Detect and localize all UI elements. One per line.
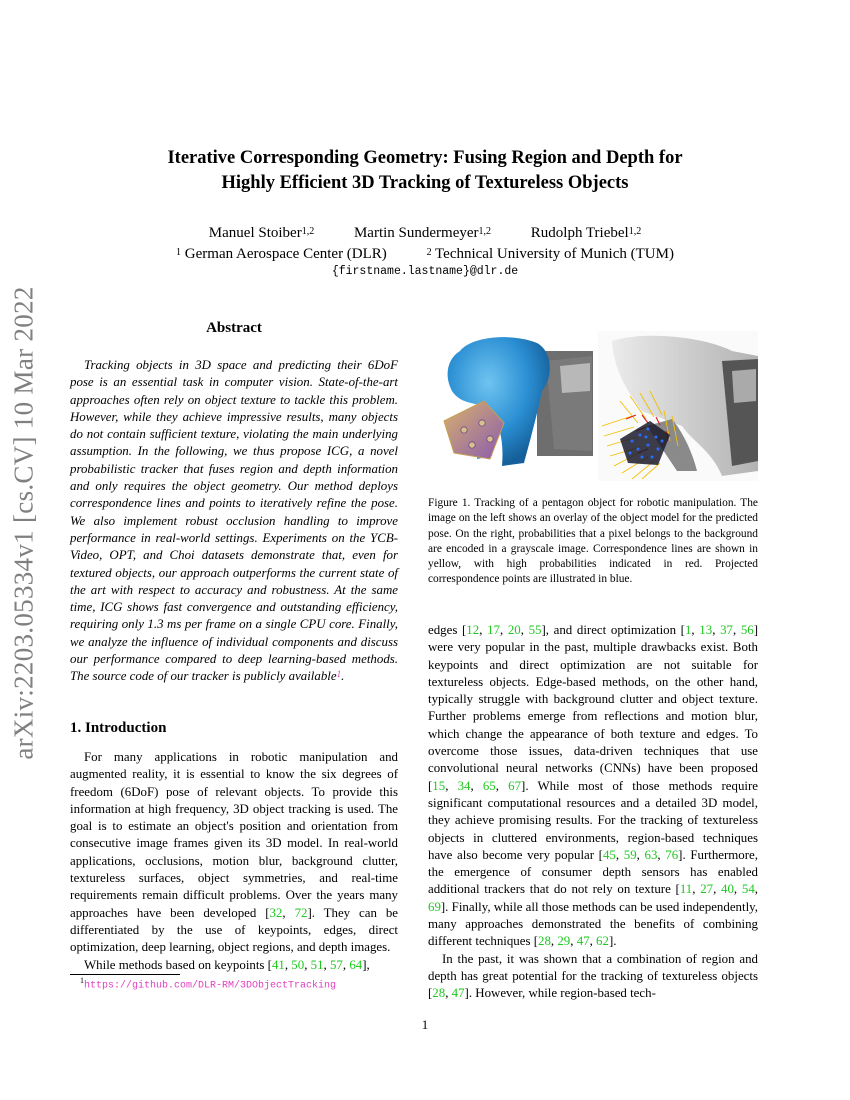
citation[interactable]: 37	[720, 623, 733, 637]
citation[interactable]: 45	[602, 847, 616, 862]
right-column-body: edges [12, 17, 20, 55], and direct optimization [1, 13, 37, 56] were very popular in the past, multiple drawbacks exist. Both keypoints and direct optimization are not suitable for textureless objects. Edge-based methods, on the other hand, typically struggle with background clutter and object texture. Further problems emerge from reflections and motion blur, which change the appearance of both texture and edges. To overcome those issues, data-driven techniques that use convolutional neural networks (CNNs) have been proposed [15, 34, 65, 67]. While most of those methods require significant computational resources and a detailed 3D model, they achieve promising results. For the tracking of textureless objects in cluttered environments, region-based techniques have also become very popular [45, 59, 63, 76]. Furthermore, the emergence of consumer depth sensors has enabled additional trackers that do not rely on texture [11, 27, 40, 54, 69]. Finally, while all those methods can be used independently, many approaches demonstrated the benefits of combining different techniques [28, 29, 47, 62]. In the past, it was shown that a combination of region and depth has great potential for the tracking of textureless objects [28, 47]. However, while region-based tech-	[428, 623, 759, 1001]
left-panel-overlay	[442, 331, 593, 481]
figure-1-image	[442, 331, 758, 481]
citation[interactable]: 57	[329, 957, 343, 972]
citation[interactable]: 67	[508, 778, 522, 793]
citation[interactable]: 76	[665, 847, 679, 862]
citation[interactable]: 51	[310, 957, 324, 972]
citation[interactable]: 17	[487, 623, 500, 637]
section-heading: 1. Introduction	[70, 720, 167, 736]
citation[interactable]: 32	[269, 905, 283, 920]
citation[interactable]: 59	[623, 847, 637, 862]
footnote-rule	[70, 974, 180, 975]
citation[interactable]: 69	[428, 899, 441, 914]
arxiv-stamp: arXiv:2203.05334v1 [cs.CV] 10 Mar 2022	[8, 286, 39, 760]
author-name: Martin Sundermeyer$^{1,2}$	[353, 225, 492, 241]
citation[interactable]: 47	[451, 986, 465, 1001]
citation[interactable]: 63	[644, 847, 658, 862]
footnote[interactable]: $^1$https://github.com/DLR-RM/3DObjectTracking	[80, 976, 337, 992]
author-name: Manuel Stoiber$^{1,2}$	[208, 225, 315, 241]
right-panel-probabilities	[598, 331, 758, 481]
citation[interactable]: 28	[538, 934, 551, 949]
affiliation: $^1$ German Aerospace Center (DLR)	[176, 246, 387, 262]
citation[interactable]: 11	[679, 882, 693, 897]
citation[interactable]: 56	[740, 623, 754, 637]
citation[interactable]: 34	[457, 778, 471, 793]
citation[interactable]: 29	[557, 934, 571, 949]
citation[interactable]: 12	[466, 623, 480, 637]
abstract-body: Tracking objects in 3D space and predicting their 6DoF pose is an essential task in computer vision. State-of-the-art approaches often rely on object texture to tackle this problem. However, while they achieve impressive results, many objects do not contain sufficient texture, violating the main underlying assumption. In the following, we thus propose ICG, a novel probabilistic tracker that fuses region and depth information and only requires the object geometry. Our method deploys correspondence lines and points to iteratively refine the pose. We also implement robust occlusion handling to improve performance in real-world settings. Experiments on the YCB-Video, OPT, and Choi datasets demonstrate that, even for textured objects, our approach outperforms the current state of the art with respect to accuracy and robustness. At the same time, ICG shows fast convergence and outstanding efficiency, requiring only 1.3 ms per frame on a single CPU core. Finally, we analyze the influence of individual components and discuss our performance compared to deep learning-based methods. The source code of our tracker is publicly available$^1$.	[70, 358, 398, 684]
citation[interactable]: 62	[596, 934, 609, 949]
citation[interactable]: 50	[291, 957, 305, 972]
author-email[interactable]: {firstname.lastname}@dlr.de	[331, 265, 519, 278]
paper-title: Iterative Corresponding Geometry: Fusing Region and Depth for Highly Efficient 3D Tracking of Textureless Objects	[167, 148, 683, 193]
citation[interactable]: 13	[699, 623, 713, 637]
citation[interactable]: 20	[507, 623, 521, 637]
citation[interactable]: 41	[271, 957, 285, 972]
page-number: 1	[421, 1017, 429, 1032]
citation[interactable]: 72	[294, 905, 308, 920]
citation[interactable]: 1	[684, 623, 692, 637]
citation[interactable]: 55	[528, 623, 542, 637]
figure-1-caption: Figure 1. Tracking of a pentagon object for robotic manipulation. The image on the left shows an overlay of the object model for the predicted pose. On the right, probabilities that a pixel belongs to the background are encoded in a grayscale image. Correspondence lines are shown in yellow, with high probabilities indicated in red. Projected correspondence points are illustrated in blue.	[428, 497, 758, 586]
citation[interactable]: 64	[349, 957, 363, 972]
citation[interactable]: 47	[576, 934, 590, 949]
affiliation: $^2$ Technical University of Munich (TUM)	[426, 246, 674, 262]
citation[interactable]: 54	[741, 882, 755, 897]
footnote-ref[interactable]: 1	[336, 669, 342, 680]
citation[interactable]: 28	[432, 986, 446, 1001]
intro-body: For many applications in robotic manipulation and augmented reality, it is essential to know the six degrees of freedom (6DoF) pose of relevant objects. To provide this information at high frequency, 3D object tracking is used. The goal is to estimate an object's position and orientation from consecutive image frames given its 3D model. In real-world applications, occlusions, motion blur, background clutter, textureless surfaces, object symmetries, and real-time requirements remain difficult problems. Over the years many approaches have been developed [32, 72]. They can be differentiated by the use of keypoints, edges, direct optimization, deep learning, object regions, and depth images. While methods based on keypoints [41, 50, 51, 57, 64],	[70, 750, 398, 972]
abstract-heading: Abstract	[206, 320, 262, 336]
citation[interactable]: 27	[700, 882, 714, 897]
citation[interactable]: 40	[721, 882, 734, 897]
citation[interactable]: 15	[432, 778, 446, 793]
footnote-link[interactable]: https://github.com/DLR-RM/3DObjectTracking	[84, 980, 337, 992]
citation[interactable]: 65	[482, 778, 496, 793]
author-block	[0, 223, 850, 265]
author-name: Rudolph Triebel$^{1,2}$	[530, 225, 642, 241]
